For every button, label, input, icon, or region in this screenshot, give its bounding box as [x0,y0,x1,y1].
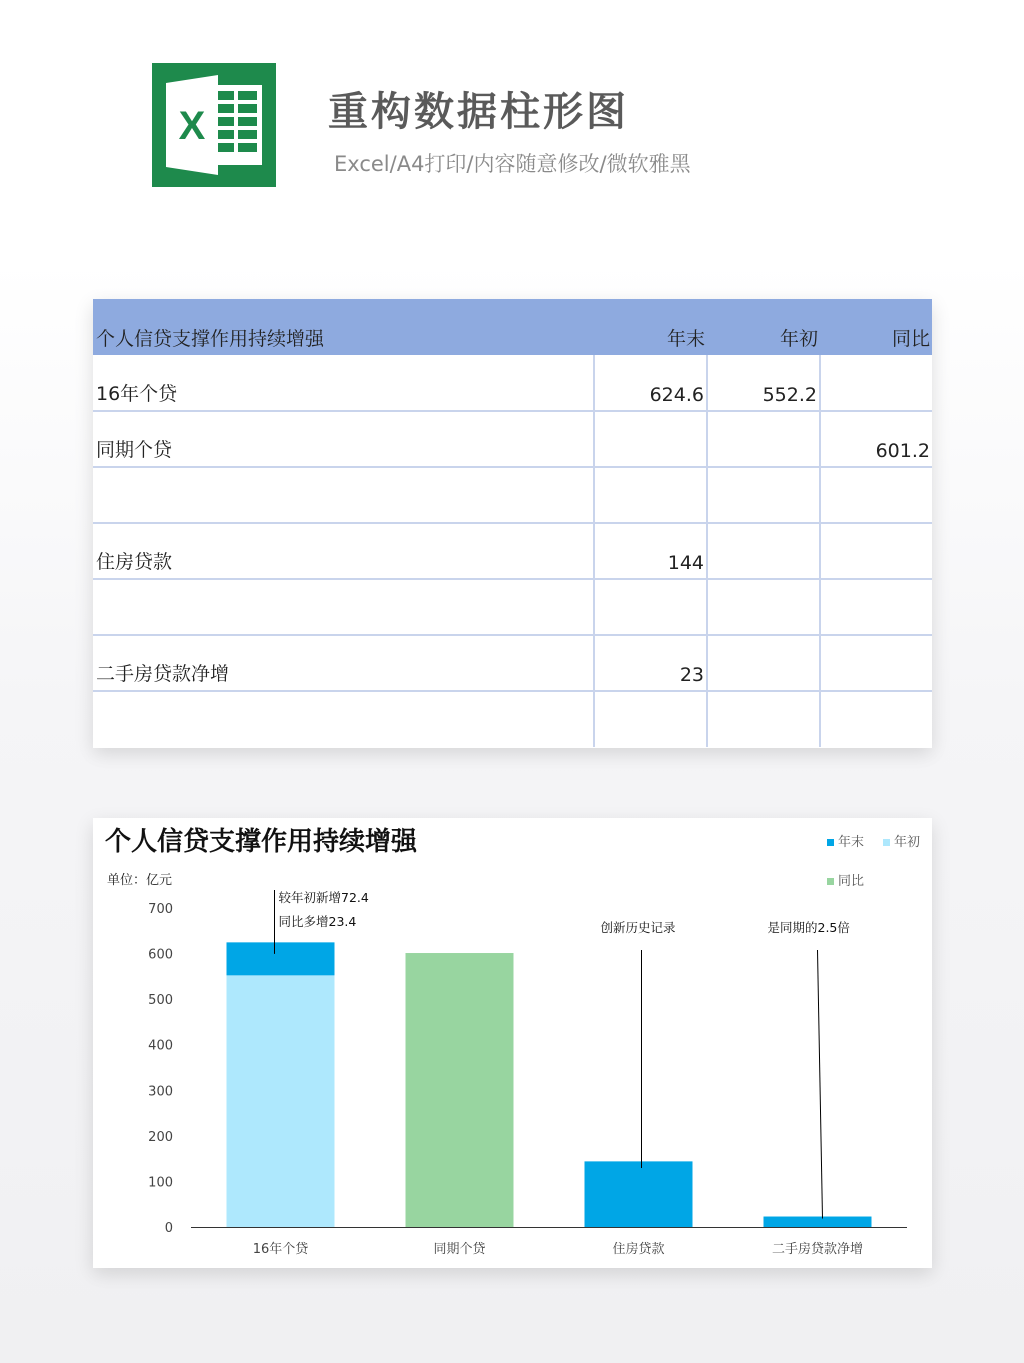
data-table [93,299,932,748]
table-header-cell[interactable]: 个人信贷支撑作用持续增强 [93,299,594,355]
table-header-cell[interactable]: 同比 [820,299,932,355]
x-tick-label: 住房贷款 [612,1242,665,1257]
table-header-cell[interactable]: 年初 [707,299,820,355]
page-subtitle: Excel/A4打印/内容随意修改/微软雅黑 [334,152,691,176]
table-cell[interactable] [707,635,820,691]
table-row [93,411,932,467]
annotation-text: 创新历史记录 [600,920,676,935]
table-cell[interactable]: 601.2 [820,411,932,467]
legend-label: 年初 [894,835,921,850]
legend-label: 同比 [838,874,865,889]
y-axis [148,902,173,1236]
table-cell[interactable] [594,691,707,747]
table-row [93,467,932,523]
legend-label: 年末 [838,835,865,850]
legend-swatch [883,839,890,846]
y-tick-label: 100 [148,1175,173,1191]
table-cell[interactable]: 二手房贷款净增 [93,635,594,691]
y-tick-label: 700 [148,902,173,917]
excel-logo-icon [152,63,276,187]
table-cell[interactable] [707,467,820,523]
legend-swatch [827,839,834,846]
table-cell[interactable] [93,691,594,747]
table-header-cell[interactable]: 年末 [594,299,707,355]
y-tick-label: 200 [148,1129,173,1145]
table-row [93,635,932,691]
bar-yoy [406,953,514,1227]
table-row [93,691,932,747]
table-cell[interactable] [820,355,932,411]
table-cell[interactable] [820,579,932,635]
svg-text:X: X [178,104,206,148]
table-cell[interactable] [820,467,932,523]
table-header-row [93,299,932,355]
unit-label: 单位：亿元 [107,873,173,888]
page-title: 重构数据柱形图 [328,89,629,135]
bars [227,942,872,1227]
chart-legend [827,834,920,889]
table-cell[interactable] [707,691,820,747]
annotation-text: 同比多增23.4 [278,914,357,929]
table-cell[interactable] [93,579,594,635]
table-cell[interactable]: 16年个贷 [93,355,594,411]
table-cell[interactable] [594,579,707,635]
legend-swatch [827,878,834,885]
table-row [93,579,932,635]
table-row [93,523,932,579]
chart-card [93,818,932,1268]
x-tick-label: 二手房贷款净增 [771,1242,864,1257]
table-cell[interactable]: 552.2 [707,355,820,411]
table-cell[interactable] [820,635,932,691]
table-cell[interactable] [707,523,820,579]
table-cell[interactable] [820,691,932,747]
bar-year-end [585,1161,693,1227]
bar-year-end [227,942,335,975]
annotation-text: 是同期的2.5倍 [767,920,850,935]
chart-title: 个人信贷支撑作用持续增强 [105,827,418,857]
y-tick-label: 400 [148,1038,173,1054]
table-cell[interactable]: 住房贷款 [93,523,594,579]
x-axis [191,1228,907,1258]
table-cell[interactable] [820,523,932,579]
table-cell[interactable]: 624.6 [594,355,707,411]
bar-chart [93,818,932,1268]
table-cell[interactable] [594,411,707,467]
y-tick-label: 0 [164,1221,173,1236]
table-cell[interactable]: 23 [594,635,707,691]
bar-year-begin [227,975,335,1227]
table-row [93,355,932,411]
x-tick-label: 16年个贷 [252,1242,309,1257]
table-cell[interactable] [594,467,707,523]
x-tick-label: 同期个贷 [433,1242,486,1257]
annotation-text: 较年初新增72.4 [278,890,369,905]
annotations [275,890,851,1219]
table-cell[interactable] [93,467,594,523]
table-cell[interactable] [707,411,820,467]
y-tick-label: 300 [148,1084,173,1100]
y-tick-label: 600 [148,947,173,963]
table-cell[interactable] [707,579,820,635]
y-tick-label: 500 [148,993,173,1009]
table-cell[interactable]: 同期个贷 [93,411,594,467]
table-cell[interactable]: 144 [594,523,707,579]
bar-year-end [764,1217,872,1227]
annotation-leader-line [818,950,823,1219]
